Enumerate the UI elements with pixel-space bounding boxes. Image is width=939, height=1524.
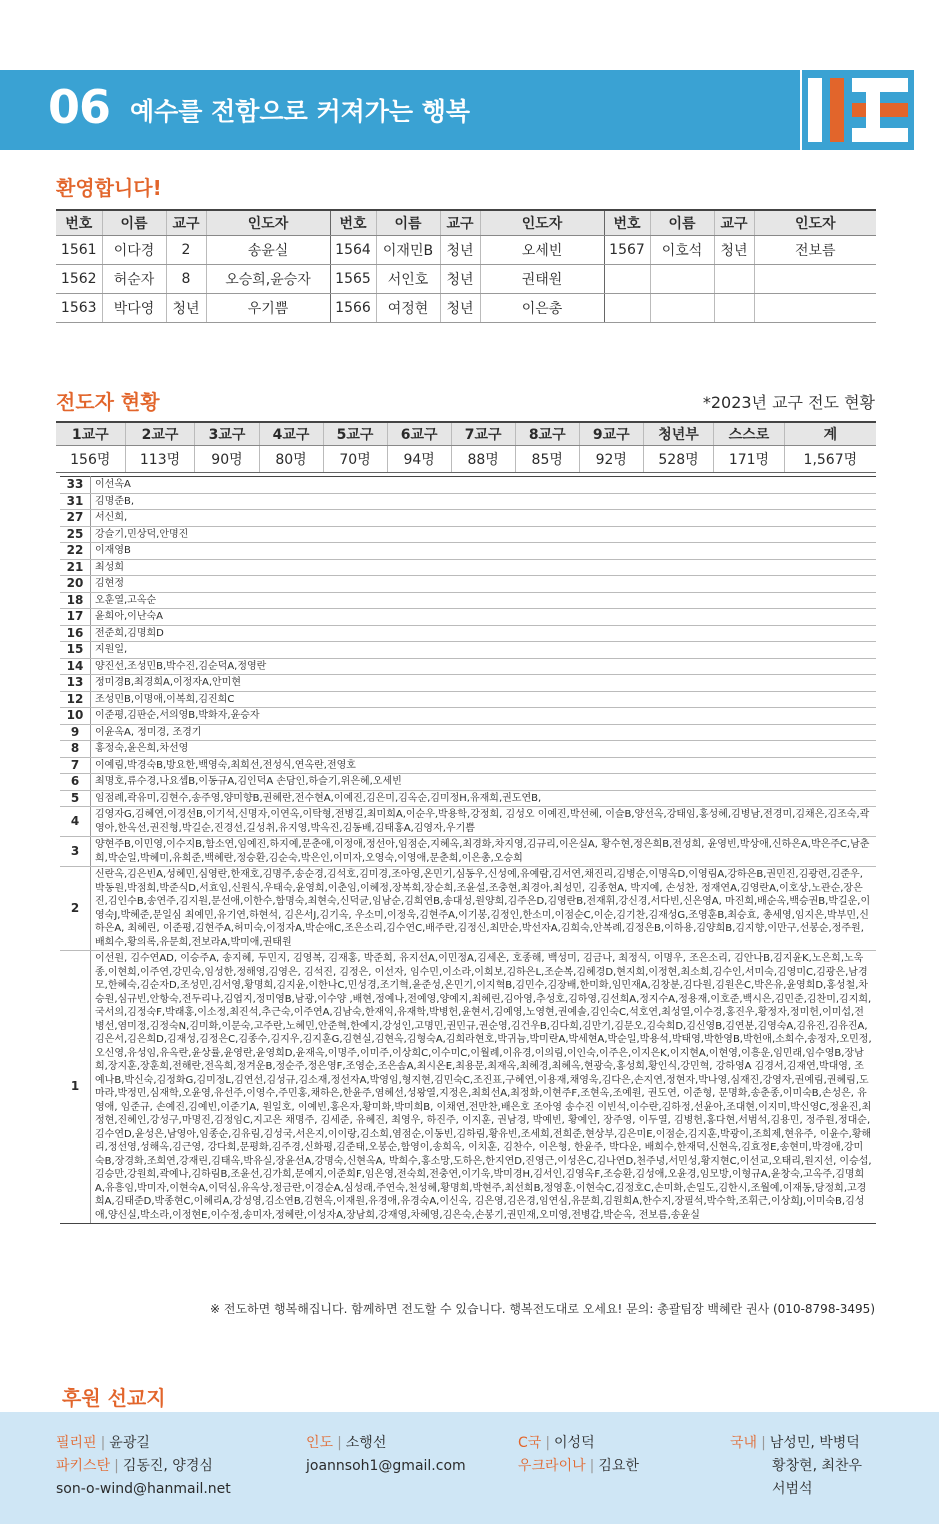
stat-value: 80명 — [259, 446, 323, 473]
table-row — [60, 691, 876, 708]
missionary-names: 김동진, 양경심 — [122, 1458, 213, 1474]
evangelist-title: 전도자 현황 — [56, 390, 160, 414]
cell: 전보름 — [754, 236, 876, 265]
stat-header: 6교구 — [387, 422, 451, 446]
support-title: 후원 선교지 — [62, 1386, 166, 1410]
table-row — [60, 867, 876, 951]
names-cell: 조성민B,이명애,이복희,김진희C — [91, 691, 877, 708]
stat-header: 계 — [784, 422, 876, 446]
missionary-names: 김요한 — [598, 1458, 639, 1474]
names-cell: 이윤옥A, 정미경, 조경기 — [91, 724, 877, 741]
count-cell: 15 — [60, 642, 91, 659]
table-row — [60, 576, 876, 593]
names-cell: 최성희 — [91, 559, 877, 576]
stat-header: 청년부 — [643, 422, 713, 446]
names-cell: 이예림,박경숙B,방요한,백영숙,최희선,전성식,연옥란,전영호 — [91, 757, 877, 774]
names-cell: 이재영B — [91, 543, 877, 560]
cell: 오세빈 — [480, 236, 604, 265]
cell: 2 — [166, 236, 206, 265]
country-label: 필리핀 — [56, 1435, 97, 1451]
cell: 청년 — [166, 294, 206, 323]
stat-header: 7교구 — [451, 422, 515, 446]
table-row — [60, 708, 876, 725]
count-cell: 25 — [60, 526, 91, 543]
names-cell: 윤희아,이난숙A — [91, 609, 877, 626]
count-cell: 8 — [60, 741, 91, 758]
count-cell: 12 — [60, 691, 91, 708]
missionary-names: 황창현, 최찬우 — [772, 1458, 863, 1474]
cell: 1567 — [604, 236, 650, 265]
col-parish: 교구 — [440, 210, 480, 236]
cell — [754, 265, 876, 294]
header-bar — [0, 70, 800, 150]
cell — [650, 294, 714, 323]
stat-value: 1,567명 — [784, 446, 876, 473]
country-label: 파키스탄 — [56, 1458, 111, 1474]
count-cell: 6 — [60, 774, 91, 791]
cell: 여정현 — [376, 294, 440, 323]
cell: 1561 — [56, 236, 102, 265]
country-label: 우크라이나 — [518, 1458, 586, 1474]
cell: 허순자 — [102, 265, 166, 294]
table-row — [60, 609, 876, 626]
count-cell: 5 — [60, 790, 91, 807]
names-cell: 이준평,김판순,서의영B,박화자,윤승자 — [91, 708, 877, 725]
table-row — [60, 477, 876, 494]
count-cell: 10 — [60, 708, 91, 725]
count-cell: 2 — [60, 867, 91, 951]
names-cell: 김현정 — [91, 576, 877, 593]
table-row — [60, 625, 876, 642]
names-cell: 양진선,조성민B,박수진,김순덕A,정영란 — [91, 658, 877, 675]
table-row — [60, 951, 876, 1224]
col-name: 이름 — [102, 210, 166, 236]
names-cell: 정미경B,최경희A,이정자A,안미현 — [91, 675, 877, 692]
names-cell: 최명호,류수경,나요셉B,이동규A,김인덕A 손담인,하슬기,위은혜,오세빈 — [91, 774, 877, 791]
country-label: 국내 — [730, 1435, 758, 1451]
stat-header: 8교구 — [515, 422, 579, 446]
count-cell: 3 — [60, 837, 91, 867]
table-row — [60, 757, 876, 774]
cell: 우기쁨 — [206, 294, 330, 323]
country-label: C국 — [518, 1435, 542, 1451]
cell: 송윤실 — [206, 236, 330, 265]
col-number: 번호 — [330, 210, 376, 236]
table-row — [60, 837, 876, 867]
welcome-table — [56, 209, 876, 323]
names-cell: 이선옥A — [91, 477, 877, 494]
table-row — [56, 236, 876, 265]
count-cell: 14 — [60, 658, 91, 675]
count-cell: 13 — [60, 675, 91, 692]
support-column-4: 국내 | 남성민, 박병덕 황창현, 최찬우 서범석 — [730, 1432, 862, 1501]
cell: 1563 — [56, 294, 102, 323]
stat-value: 85명 — [515, 446, 579, 473]
stat-header: 3교구 — [195, 422, 259, 446]
cell: 청년 — [714, 236, 754, 265]
names-cell: 서신희, — [91, 510, 877, 527]
missionary-names: 서범석 — [772, 1481, 813, 1497]
table-row — [60, 741, 876, 758]
support-column-2: 인도 | 소행선 joannsoh1@gmail.com — [306, 1432, 466, 1478]
section-number: 06 — [48, 80, 111, 134]
cell: 이다경 — [102, 236, 166, 265]
count-cell: 9 — [60, 724, 91, 741]
names-cell: 이선원, 김수연AD, 이승주A, 송지혜, 두민지, 김영복, 김재홍, 박준희, 유지선A,이민정A,김세온, 호종해, 백성미, 김금나, 최정식, 이명우, 조은소리, 김안나B,김지윤K,노은희,노욱종,이현희,이주연,강민숙,임성한,정해영,김영은, 김석진, 김정은, 이선자, 임수민,이소라,이희보,김하은L,조순복,김혜경D,현지희,이정현,최소희,김수인,서미숙,김영미C,김광은,남경모,한혜숙,김순자D,조성민,김서영,황명희,김지윤,이한나C,민성경,조기혁,윤준성,온민기,이지혁B,김민수,김장배,한미화,임민재A,김창분,김다원,김원은C,박은유,윤영희D,홍성철,차승원,심규빈,안항숙,전두리나,김엽지,정미영B,남광,이수양 ,배현,정예나,전예영,양예지,최혜린,김아영,추성호,김하영,김선희A,정지수A,정용재,이호준,백시은,김민준,김찬미,김지희,국서의,김정숙F,박래홍,이소정,최진석,추근숙,이주연A,김남숙,한재익,유재학,박병헌,윤현서,김예영,노영현,권예솔,김인숙C,석호연,최성열,이수경,홍진우,황정자,정미헌,이미섭,전병선,염미정,김정숙N,김미화,이문숙,고주란,노혜민,안준혁,한예지,강성인,고명민,권민규,권순영,김건우B,김다희,김만기,김문오,김숙희D,김신영B,김연분,김영숙A,김유진,김유진A,김은서,김은희D,김재성,김정은C,김종수,김지우,김지훈G,김현실,김현옥,김형숙A,김희라현호,박귀늠,박미란A,박세현A,박순일,박용석,박태영,박한영B,박헌애,소희수,송정자,오민정,오신영,유성임,유옥란,윤상률,윤영란,윤영희D,윤재옥,이명주,이미주,이상희C,이수미C,이월례,이유경,이의림,이인숙,이주은,이지은K,이지현A,이현영,이흥운,임민래,임수영B,장남희,장지훈,장훈희,전해란,전옥희,정겨운B,정순주,정은영F,조영순,조은솜A,최시온E,최용문,최재옥,최혜경,최혜옥,현광숙,홍성희,황인식,강민혁, 강하영A 김경서,김재연,박대영, 조예나B,박신숙,김정화G,김미정L,김연선,김성규,김소재,정선자A,박영임,형지현,김민숙C,조진표,구혜연,이용재,채영욱,김다은,손지연,정현자,박나영,심재진,강영자,권예림,권혜림,도마라,박정민,심재학,오윤영,유선주,이영수,주민홍,채하은,한윤주,염혜선,성왕열,지정은,최희선A,최정화,이현주F,조현옥,조예원, 권도연, 이준형, 문명화,송춘종,이미숙B,손성은, 유영애, 임준규, 손예진,김예빈,이준기A, 원일호, 이예빈,홍은자,황미화,박미희B, 이채연,전만찬,배은호 조아영 송수진 이빈석,이수란,김하정,선윤아,조대현,이지미,박신영C,정윤진,최정현,진혜인,강성구,마명진,김정임C,지고은 채명주, 김세준, 유혜진, 최영우, 하진주, 이지훈, 권남경, 박예빈, 황예인, 장주영, 이두열, 김병헌,홍다현,서범석,김용민, 정주원,정대순,김수연D,윤성은,남영아,임종순,김유림,김성국,서은지,이이랑,김소희,염점순,이동빈,김하림,황유빈,조세희,전희준,현상부,김은미E,이점순,김지훈,박광이,조희제,현유주, 이윤수,황해리,정선영,성해옥,김근영, 강다희,문평화,김주경,신화평,김준태,오봉순,함영이,송희옥, 이치훈, 김찬수, 이은형, 한윤주, 박다운, 배희수,한재덕,신현옥,김효정E,송현미,박경애,강미숙B,장경화,조희연,강재린,김태옥,박유실,장윤선A,강명숙,신현옥A, 박희수,홍소망,도하은,한지연D,진영근,이성은C,김나연D,천주녕,서민성,황지현C,이선교,오태리,원지선, 이승섭,김승만,강원희,곽예나,김하림B,조윤선,김가희,문예지,이준희F,임은영,전숙희,전충연,이기욱,박미경H,김서인,김영옥F,조승환,김성애,오윤경,임모방,이형규A,윤창숙,고옥주,김명희A,유흥임,박미자,이현숙A,이덕심,유옥상,정금란,이경순A,심성래,주연숙,천성혜,황명희,박현주,최선희B,정영훈,이현숙C,김정호C,손미화,손일도,김한시,조월예,이재동,당정희,고경희A,김태준D,박종현C,이혜리A,강성영,김소연B,김현옥,이재원,유경애,유경숙A,이신옥, 김은영,김은경,임연심,유문희,김원희A,한수지,장필석,박수학,조휘근,이상희J,이미숙B,김성애,양신실,박소라,이정현E,이수정,송미자,정혜란,이성자A,장남희,강재영,차혜영,김은숙,손봉기,권민재,오미영,전병갑,박순옥, 전보름,송윤실 — [91, 951, 877, 1224]
col-number: 번호 — [604, 210, 650, 236]
names-cell: 양현주B,이민영,이수지B,함소연,임예진,하지예,문춘애,이정애,정선아,임점순,지혜옥,최경화,차지영,김규리,이은실A, 황수현,정은희B,전성희, 윤영빈,박상애,신하은A,박은주C,남춘희,박순일,박혜미,유희준,백혜란,정승환,김순숙,박은인,이미자,오영숙,이영애,문춘희,이은총,오승희 — [91, 837, 877, 867]
cell: 1562 — [56, 265, 102, 294]
table-row — [60, 493, 876, 510]
stats-note: *2023년 교구 전도 현황 — [702, 393, 875, 412]
col-parish: 교구 — [166, 210, 206, 236]
cell: 1566 — [330, 294, 376, 323]
missionary-names: 남성민, 박병덕 — [769, 1435, 860, 1451]
names-cell: 신란옥,김은빈A,성혜민,심영란,한재호,김명주,송순경,김석호,김미경,조아영,온민기,심동우,신성예,유예람,김서연,채진리,김병순,이명옥D,이영림A,강하은B,권민진,김광련,김준우,박동원,박점희,박준식D,서효임,신원식,우태숙,윤영희,이춘임,이혜정,장복희,장순희,조윤설,조충현,최경아,최성민, 김종현A, 박지예, 손성찬, 정재연A,김영란A,이호상,노관순,장은진,김인수B,송연주,김지원,문선애,이한수,함명숙,최현숙,신덕균,임남순,김희연B,송대성,원양희,김주은D,김영란B,전재휘,강신경,서다빈,신은영A, 마진희,배순옥,백승권B,박길운,이영숙J,박혜준,문일심 최예민,유기연,하현석, 김은서J,김기옥, 우소미,이정욱,김현주A,이기봉,김정인,한소미,이점순C,이순,김기찬,김재성G,조영훈B,최승효, 총세영,임지은,박부민,신하은A, 최혜린, 이준평,김현주A,허미숙,이정자A,박순애C,조은소리,김수연C,배주란,김정신,최만순,박선자A,김희숙,안복례,김정은B,이하용,김양희B,김지향,이만구,선봉순,정주원,배희수,황의록,유문희,전보라A,박미애,권태원 — [91, 867, 877, 951]
table-row — [60, 543, 876, 560]
count-cell: 1 — [60, 951, 91, 1224]
stat-value: 92명 — [579, 446, 643, 473]
cell — [754, 294, 876, 323]
stat-header: 1교구 — [56, 422, 125, 446]
table-row — [56, 294, 876, 323]
cell — [714, 294, 754, 323]
cell: 청년 — [440, 294, 480, 323]
table-row — [60, 642, 876, 659]
table-row — [60, 559, 876, 576]
stat-value: 171명 — [714, 446, 784, 473]
table-row — [60, 675, 876, 692]
count-cell: 20 — [60, 576, 91, 593]
table-row — [60, 510, 876, 527]
contact-footnote: ※ 전도하면 행복해집니다. 함께하면 전도할 수 있습니다. 행복전도대로 오세요! 문의: 총괄팀장 백혜란 권사 (010-8798-3495) — [210, 1302, 875, 1316]
names-cell: 지원일, — [91, 642, 877, 659]
table-row — [60, 790, 876, 807]
cell: 박다영 — [102, 294, 166, 323]
col-guide: 인도자 — [754, 210, 876, 236]
cell: 1565 — [330, 265, 376, 294]
church-logo-icon — [802, 70, 914, 150]
count-cell: 33 — [60, 477, 91, 494]
stat-value: 113명 — [125, 446, 195, 473]
col-name: 이름 — [650, 210, 714, 236]
welcome-header-row — [56, 210, 876, 236]
cell — [604, 265, 650, 294]
cell: 청년 — [440, 236, 480, 265]
stat-header: 9교구 — [579, 422, 643, 446]
parish-stats-table — [56, 421, 876, 473]
country-label: 인도 — [306, 1435, 334, 1451]
table-row — [60, 807, 876, 837]
section-title: 예수를 전함으로 커져가는 행복 — [130, 97, 471, 126]
names-cell: 전준희,김명희D — [91, 625, 877, 642]
names-cell: 홍정숙,윤은희,차선영 — [91, 741, 877, 758]
evangelist-list-table — [60, 476, 876, 1224]
stat-header: 스스로 — [714, 422, 784, 446]
cell: 권태원 — [480, 265, 604, 294]
stat-value: 70명 — [323, 446, 387, 473]
stat-header: 2교구 — [125, 422, 195, 446]
col-guide: 인도자 — [206, 210, 330, 236]
cell: 8 — [166, 265, 206, 294]
names-cell: 오훈열,고옥순 — [91, 592, 877, 609]
count-cell: 7 — [60, 757, 91, 774]
col-parish: 교구 — [714, 210, 754, 236]
stat-value: 528명 — [643, 446, 713, 473]
support-column-3: C국 | 이성덕 우크라이나 | 김요한 — [518, 1435, 639, 1474]
col-guide: 인도자 — [480, 210, 604, 236]
email-address: son-o-wind@hanmail.net — [56, 1481, 231, 1497]
missionary-names: 소행선 — [345, 1435, 387, 1451]
count-cell: 18 — [60, 592, 91, 609]
stat-value: 156명 — [56, 446, 125, 473]
names-cell: 김영자G,김혜연,이경선B,이기석,신명자,이연옥,이탁형,전병길,최미희A,이순우,박용학,강정희, 김성오 이예진,박선혜, 이슬B,양선옥,강태임,홍성혜,김병남,전경미,김채은,김조숙,곽영아,한옥선,권진형,박길순,진경선,길성취,유지영,박옥진,김동배,김태홍A,김영자,우기쁨 — [91, 807, 877, 837]
stats-value-row — [56, 446, 876, 473]
table-row — [60, 592, 876, 609]
names-cell: 김명준B, — [91, 493, 877, 510]
cell: 1564 — [330, 236, 376, 265]
count-cell: 31 — [60, 493, 91, 510]
count-cell: 27 — [60, 510, 91, 527]
email-address: joannsoh1@gmail.com — [306, 1458, 466, 1474]
cell: 이호석 — [650, 236, 714, 265]
table-row — [56, 265, 876, 294]
count-cell: 22 — [60, 543, 91, 560]
stat-value: 90명 — [195, 446, 259, 473]
cell — [714, 265, 754, 294]
cell: 서인호 — [376, 265, 440, 294]
count-cell: 17 — [60, 609, 91, 626]
missionary-names: 이성덕 — [554, 1435, 595, 1451]
stat-value: 94명 — [387, 446, 451, 473]
col-number: 번호 — [56, 210, 102, 236]
table-row — [60, 658, 876, 675]
count-cell: 21 — [60, 559, 91, 576]
stat-header: 5교구 — [323, 422, 387, 446]
names-cell: 임점례,곽유미,김현수,송주영,양미향B,권혜란,전수현A,이예진,김은미,김옥순,김미정H,유재희,권도연B, — [91, 790, 877, 807]
support-column-1: 필리핀 | 윤광길 파키스탄 | 김동진, 양경심 son-o-wind@hanmail.net — [56, 1432, 231, 1501]
cell — [650, 265, 714, 294]
table-row — [60, 526, 876, 543]
welcome-title: 환영합니다! — [56, 176, 162, 200]
table-row — [60, 724, 876, 741]
count-cell: 4 — [60, 807, 91, 837]
table-row — [60, 774, 876, 791]
cell — [604, 294, 650, 323]
stats-header-row — [56, 422, 876, 446]
cell: 오승희,윤승자 — [206, 265, 330, 294]
names-cell: 강슬기,민상덕,안명진 — [91, 526, 877, 543]
cell: 청년 — [440, 265, 480, 294]
missionary-names: 윤광길 — [109, 1435, 150, 1451]
support-panel — [0, 1412, 939, 1524]
stat-value: 88명 — [451, 446, 515, 473]
col-name: 이름 — [376, 210, 440, 236]
stat-header: 4교구 — [259, 422, 323, 446]
count-cell: 16 — [60, 625, 91, 642]
cell: 이재민B — [376, 236, 440, 265]
cell: 이은총 — [480, 294, 604, 323]
